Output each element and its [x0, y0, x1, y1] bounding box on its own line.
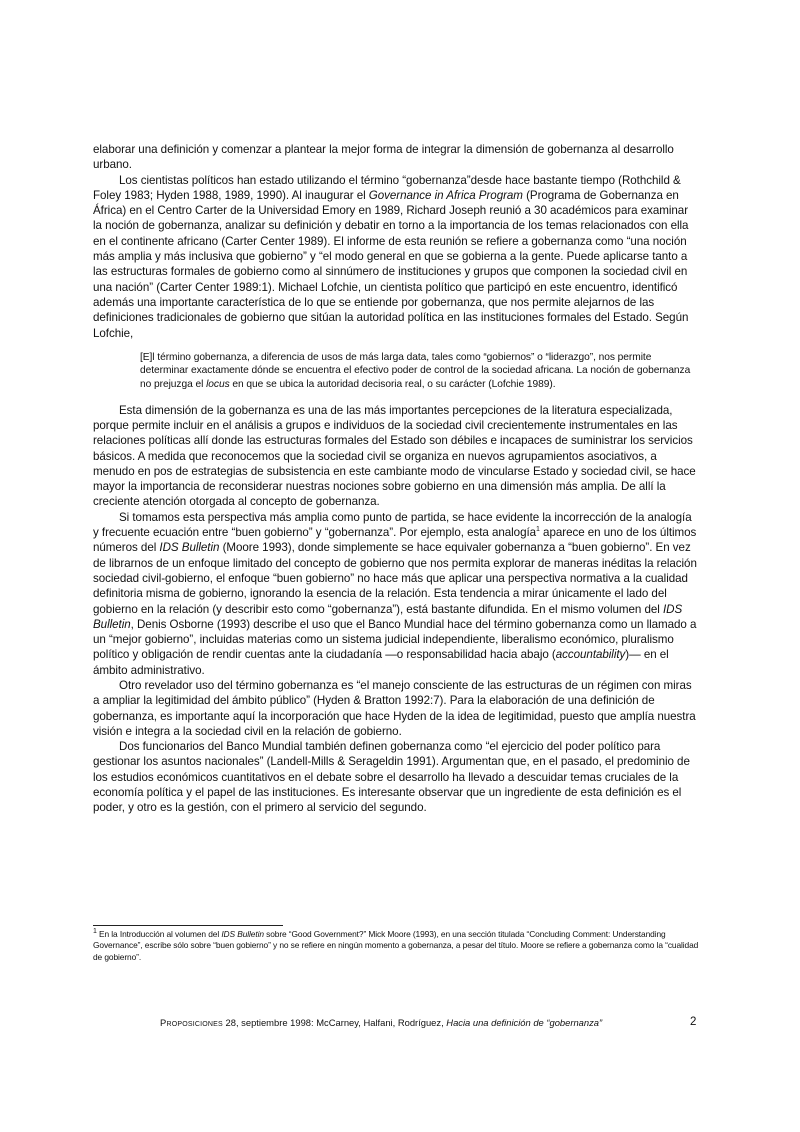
footer-title: Hacia una definición de “gobernanza”: [446, 1017, 603, 1028]
paragraph-4-text-a: Si tomamos esta perspectiva más amplia como punto de partida, se hace evidente la incorrección de la analogía y frecuente ecuación entre “buen gobierno” y “gobernanza”. Por ejemplo, esta analogía: [93, 510, 692, 540]
footnote-text-a: En la Introducción al volumen del: [96, 929, 222, 939]
block-quote: [140, 351, 699, 392]
footnote-text-b: sobre “Good Government?” Mick Moore (1993), en una sección titulada “Concluding Comment: Understanding Governance”, escribe sólo sobre “buen gobierno” y no se refiere en ningún momento a gobernanza, a pesar del título. Moore se refiere a gobernanza como la “cualidad de gobierno”.: [93, 929, 699, 962]
paragraph-4-text-b: aparece en uno de los últimos números del: [93, 526, 697, 555]
footer-journal: Proposiciones: [160, 1017, 223, 1028]
paragraph-2-italic: Governance in Africa Program: [368, 188, 523, 202]
page-number: 2: [690, 1016, 697, 1028]
quote-text-b: en que se ubica la autoridad decisoria real, o su carácter (Lofchie 1989).: [229, 379, 556, 391]
paragraph-4-italic-1: IDS Bulletin: [159, 541, 220, 555]
footnote-reference[interactable]: 1: [536, 526, 540, 534]
paragraph-4-text-d: , Denis Osborne (1993) describe el uso que el Banco Mundial hace del término gobernanza como un llamado a un “mejor gobierno”, incluidas materias como un sistema judicial independiente, liberalismo económico, pluralismo político y obligación de rendir cuentas ante la ciudadanía —o responsabilidad hacia abajo (: [93, 617, 697, 662]
footnote-divider: [93, 925, 283, 926]
paragraph-3: Esta dimensión de la gobernanza es una de las más importantes percepciones de la literatura especializada, porque permite incluir en el análisis a grupos e individuos de la sociedad civil crecientemente instrumentales en las relaciones políticas allí donde las estructuras formales del Estado son débiles e incapaces de suministrar los servicios básicos. A medida que reconocemos que la sociedad civil se organiza en nuevos agrupamientos asociativos, a menudo en pos de estrategias de subsistencia en este cambiante modo de vincularse Estado y sociedad civil, se hace mayor la importancia de reconsiderar nuestras nociones sobre gobierno en una dimensión más amplia. De allí la creciente atención otorgada al concepto de gobernanza.: [93, 403, 696, 509]
paragraph-4-text-e: )— en el ámbito administrativo.: [93, 648, 669, 677]
paragraph-5: Otro revelador uso del término gobernanza es “el manejo consciente de las estructuras de un régimen con miras a ampliar la legitimidad del ámbito público” (Hyden & Bratton 1992:7). Para la elaboración de una definición de gobernanza, es importante aquí la incorporación que hace Hyden de la idea de legitimidad, puesto que amplía nuestra visión e integra a la sociedad civil en la relación de gobierno.: [93, 678, 696, 738]
paragraph-2-text-b: (Programa de Gobernanza en África) en el Centro Carter de la Universidad Emory en 1989, Richard Joseph reunió a 30 académicos para examinar la noción de gobernanza, analizar su definición y debatir en torno a la importancia de los temas relacionados con ella en el continente africano (Carter Center 1989). El informe de esta reunión se refiere a gobernanza como “una noción más amplia y más inclusiva que gobierno” y “el modo general en que se gobierna a la gente. Puede aplicarse tanto a las estructuras formales de gobierno como al sinnúmero de instituciones y grupos que componen la sociedad civil en una nación” (Carter Center 1989:1). Michael Lofchie, un cientista político que participó en este encuentro, identificó además una importante característica de lo que se entiende por gobernanza, que nos permite alejarnos de las definiciones tradicionales de gobierno que sitúan la autoridad política en las instituciones formales del Estado. Según Lofchie,: [93, 188, 689, 340]
footer-issue: 28, septiembre 1998: McCarney, Halfani, Rodríguez,: [222, 1017, 447, 1028]
paragraph-4-text-c: (Moore 1993), donde simplemente se hace equivaler gobernanza a “buen gobierno”. En vez de librarnos de un enfoque limitado del concepto de gobierno que nos permita explorar de maneras inéditas la relación sociedad civil-gobierno, el enfoque “buen gobierno” no hace más que aplicar una perspectiva normativa a la cualidad definitoria misma de gobierno, ignorando la esencia de la relación. Esta tendencia a mirar únicamente el lado del gobierno en la relación (y describir esto como “gobernanza”), está bastante difundida. En el mismo volumen del: [93, 541, 697, 616]
quote-text-a: [E]l término gobernanza, a diferencia de usos de más larga data, tales como “gobiernos” o “liderazgo”, nos permite determinar exactamente dónde se encuentra el efectivo poder de control de la sociedad africana. La noción de gobernanza no prejuzga el: [140, 351, 691, 391]
footnote-italic: IDS Bulletin: [221, 929, 264, 939]
paragraph-4-italic-2: IDS Bulletin: [93, 602, 683, 631]
paragraph-6: Dos funcionarios del Banco Mundial también definen gobernanza como “el ejercicio del poder político para gestionar los asuntos nacionales” (Landell-Mills & Serageldin 1991). Argumentan que, en el pasado, el predominio de los estudios económicos cuantitativos en el debate sobre el desarrollo ha llevado a descuidar temas cruciales de la economía política y el papel de las instituciones. Es interesante observar que un ingrediente de esta definición es el poder, y otro es la gestión, con el primero al servicio del segundo.: [93, 740, 690, 815]
page-body: [93, 142, 699, 816]
quote-italic: locus: [206, 379, 230, 391]
footnote: [93, 929, 703, 963]
paragraph-1: elaborar una definición y comenzar a plantear la mejor forma de integrar la dimensión de gobernanza al desarrollo urbano.: [93, 143, 674, 172]
paragraph-2-text-a: Los cientistas políticos han estado utilizando el término “gobernanza”desde hace bastante tiempo (Rothchild & Foley 1983; Hyden 1988, 1989, 1990). Al inaugurar el: [93, 173, 681, 202]
paragraph-4-italic-3: accountability: [555, 648, 626, 662]
paragraph-2: [93, 173, 699, 341]
page-footer: [160, 1017, 720, 1029]
footnote-number: 1: [93, 928, 97, 936]
paragraph-4: [93, 510, 699, 678]
